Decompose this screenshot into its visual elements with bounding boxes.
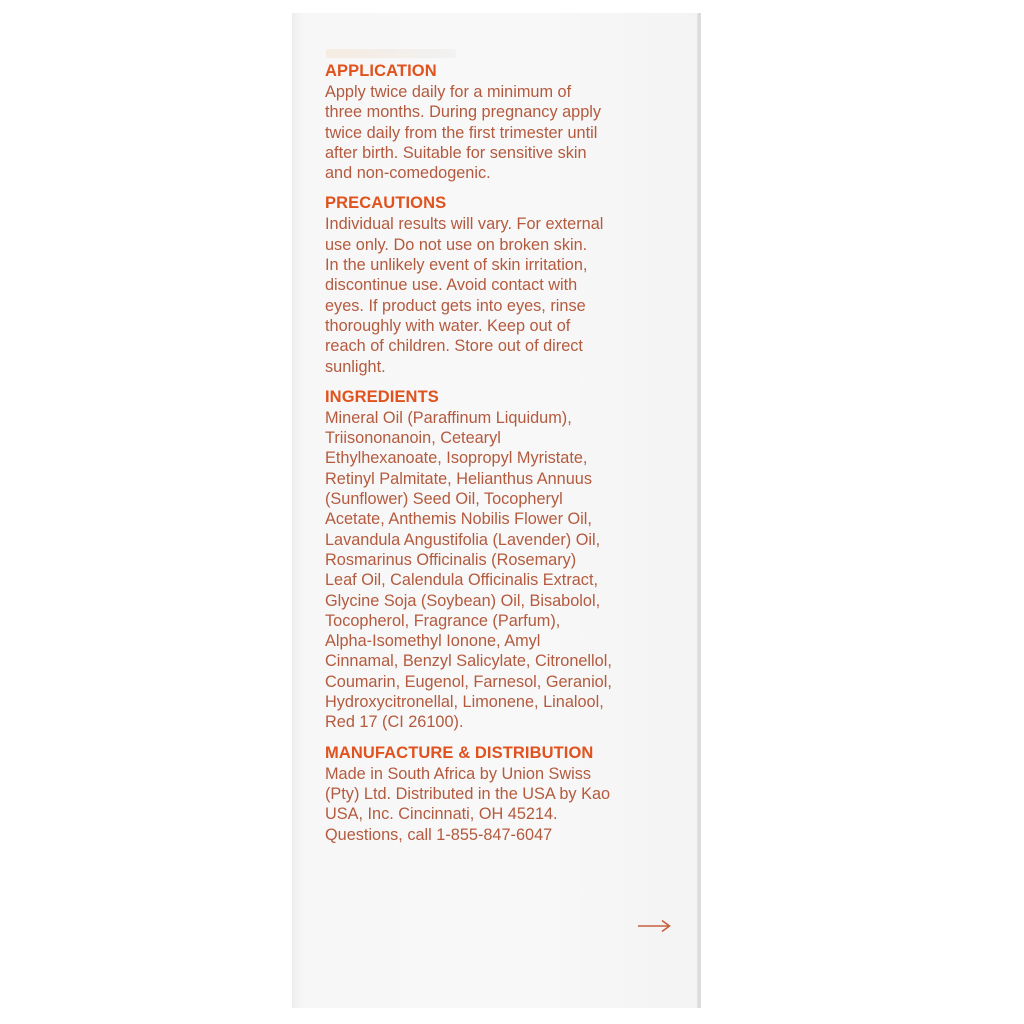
text-line: Ethylhexanoate, Isopropyl Myristate, <box>325 449 588 468</box>
section-body <box>325 82 685 183</box>
right-arrow-icon <box>637 919 671 933</box>
section-body <box>325 408 685 733</box>
text-line: and non-comedogenic. <box>325 164 491 183</box>
text-line: thoroughly with water. Keep out of <box>325 316 571 335</box>
text-line: twice daily from the first trimester until <box>325 123 598 142</box>
text-line: USA, Inc. Cincinnati, OH 45214. <box>325 805 558 824</box>
label-content <box>325 61 685 855</box>
text-line: In the unlikely event of skin irritation, <box>325 256 588 275</box>
section-ingredients <box>325 387 685 733</box>
text-line: Made in South Africa by Union Swiss <box>325 764 592 783</box>
text-line: Lavandula Angustifolia (Lavender) Oil, <box>325 530 601 549</box>
text-line: Acetate, Anthemis Nobilis Flower Oil, <box>325 510 592 529</box>
text-line: after birth. Suitable for sensitive skin <box>325 143 587 162</box>
section-heading: PRECAUTIONS <box>325 194 447 213</box>
text-line: Hydroxycitronellal, Limonene, Linalool, <box>325 693 604 712</box>
text-line: Mineral Oil (Paraffinum Liquidum), <box>325 408 572 427</box>
text-line: use only. Do not use on broken skin. <box>325 235 588 254</box>
text-line: Apply twice daily for a minimum of <box>325 83 572 101</box>
section-heading: APPLICATION <box>325 62 437 80</box>
text-line: Leaf Oil, Calendula Officinalis Extract, <box>325 571 598 590</box>
product-box-panel <box>293 13 700 1008</box>
text-line: Coumarin, Eugenol, Farnesol, Geraniol, <box>325 672 612 691</box>
text-line: (Sunflower) Seed Oil, Tocopheryl <box>325 490 563 509</box>
section-precautions <box>325 193 685 376</box>
section-manufacture-distribution <box>325 743 685 845</box>
section-heading: INGREDIENTS <box>325 387 439 406</box>
text-line: Cinnamal, Benzyl Salicylate, Citronellol, <box>325 652 612 671</box>
text-line: Triisononanoin, Cetearyl <box>325 429 501 448</box>
text-line: three months. During pregnancy apply <box>325 103 602 122</box>
text-line: Retinyl Palmitate, Helianthus Annuus <box>325 469 592 488</box>
text-line: Rosmarinus Officinalis (Rosemary) <box>325 550 577 569</box>
text-line: Tocopherol, Fragrance (Parfum), <box>325 611 561 630</box>
section-heading: MANUFACTURE & DISTRIBUTION <box>325 743 594 762</box>
section-body <box>325 214 685 376</box>
text-line: reach of children. Store out of direct <box>325 337 583 356</box>
text-line: discontinue use. Avoid contact with <box>325 276 578 295</box>
text-line: (Pty) Ltd. Distributed in the USA by Kao <box>325 784 611 803</box>
text-line: Alpha-Isomethyl Ionone, Amyl <box>325 632 541 651</box>
section-application <box>325 61 685 183</box>
text-line: Glycine Soja (Soybean) Oil, Bisabolol, <box>325 591 601 610</box>
text-line: sunlight. <box>325 357 386 376</box>
text-line: Individual results will vary. For external <box>325 215 604 234</box>
text-line: Red 17 (CI 26100). <box>325 713 464 732</box>
text-line: Questions, call 1-855-847-6047 <box>325 825 553 844</box>
faded-header-text <box>326 49 456 58</box>
text-line: eyes. If product gets into eyes, rinse <box>325 296 586 315</box>
section-body <box>325 764 685 845</box>
